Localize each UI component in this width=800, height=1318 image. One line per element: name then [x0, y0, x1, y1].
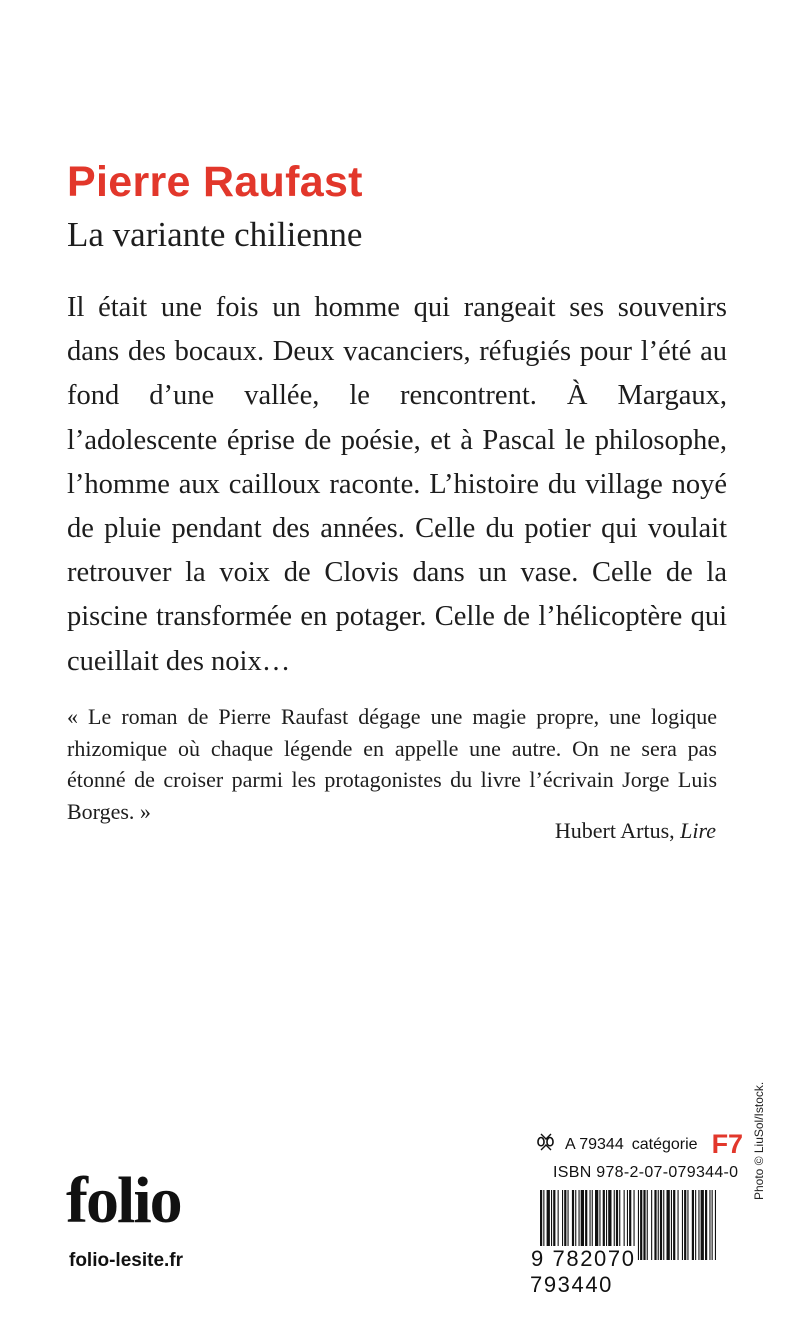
isbn: ISBN 978-2-07-079344-0: [553, 1164, 739, 1181]
quote-text: « Le roman de Pierre Raufast dégage une magie propre, une logique rhizomique où chaque légende en appelle une autre. On ne sera pas étonné de croiser parmi les protagonistes du livre l’écrivain Jorge Luis Borges. »: [67, 704, 717, 824]
attribution-name: Hubert Artus,: [554, 818, 675, 843]
category-label: catégorie: [631, 1135, 698, 1153]
barcode-number: 9 782070 793440: [530, 1246, 636, 1297]
photo-credit: Photo © LiuSol/Istock.: [752, 1081, 766, 1200]
publisher-website: folio-lesite.fr: [69, 1250, 184, 1271]
category-code: F7: [711, 1129, 744, 1159]
author-name: Pierre Raufast: [67, 158, 363, 206]
attribution-publication: Lire: [680, 818, 716, 843]
catalog-info: [535, 1131, 743, 1158]
publisher-logo: folio: [66, 1164, 181, 1237]
catalog-code: A 79344: [565, 1135, 624, 1153]
book-title: La variante chilienne: [67, 215, 363, 254]
press-quote: [67, 701, 717, 827]
quote-attribution: [555, 818, 716, 844]
folio-symbol-icon: [535, 1133, 557, 1156]
back-cover-blurb: [67, 286, 727, 684]
blurb-text: Il était une fois un homme qui rangeait ses souvenirs dans des bocaux. Deux vacanciers, réfugiés pour l’été au fond d’une vallée, le rencontrent. À Margaux, l’adolescente éprise de poésie, et à Pascal le philosophe, l’homme aux cailloux raconte. L’histoire du village noyé de pluie pendant des années. Celle du potier qui voulait retrouver la voix de Clovis dans un vase. Celle de la piscine transformée en potager. Celle de l’hélicoptère qui cueillait des noix…: [67, 292, 727, 677]
barcode-digits: [530, 1246, 720, 1298]
